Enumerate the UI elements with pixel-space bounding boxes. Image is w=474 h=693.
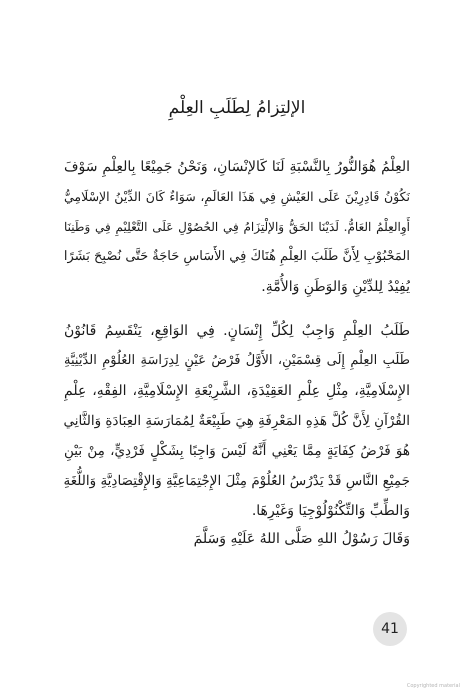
paragraph-line: المَحْبُوْبِ لِأَنَّ طَلَبَ العِلْمِ هُنَاكَ فِي الأَسَاسِ حَاجَةٌ حَتَّى نُصْبِحَ بَشَرًا — [64, 249, 410, 264]
paragraph-line: وَقَالَ رَسُوْلُ اللهِ صَلَّى اللهُ عَلَيْهِ وَسَلَّمَ — [193, 531, 410, 547]
paragraph-line: طَلَبُ العِلْمِ وَاجِبٌ لِكُلِّ إِنْسَانٍ. فِي الوَاقِعِ، يَنْقَسِمُ قَانُوْنُ — [64, 323, 410, 339]
paragraph-line: العِلْمُ هُوَالنُّورُ بِالنَّسْبَةِ لَنَا كَالإنْسَانِ، وَنَحْنُ جَمِيْعًا بِالعِلْمِ سَوْفَ — [64, 159, 410, 175]
paragraph-line: يُفِيْدُ لِلدِّيْنِ وَالوَطَنِ وَالأُمَّةِ. — [261, 279, 410, 295]
chapter-title: الإلتِزامُ لِطَلَبِ العِلْمِ — [168, 98, 306, 118]
paragraph-3 — [64, 524, 410, 554]
paragraph-line: طَلَبِ العِلْمِ إِلَى قِسْمَيْنِ، الأَوَّلُ فَرْضُ عَيْنٍ لِدِرَاسَةِ العُلُوْمِ الدِّيْنِيَّةِ — [64, 353, 410, 368]
paragraph-line: جَمِيْعِ النَّاسِ قَدْ يَدْرُسُ العُلُوْمَ مِثْلَ الإِجْتِمَاعِيَّةِ وَالإِقْتِصَادِيَّةِ وَاللُّغَةِ — [64, 473, 410, 489]
page-number: 41 — [381, 621, 399, 637]
paragraph-line: أَوِالعِلْمُ العَامُّ. لَدَيْنَا الحَقُّ وَالإلْتِزَامُ فِي الحُصُوْلِ عَلَى التَّعْلِيْمِ فِي وَطَنِنَا — [64, 220, 410, 234]
paragraph-line: القُرْآنِ لِأَنَّ كُلَّ هَذِهِ المَعْرِفَةِ هِيَ طَبِيْعَةٌ لِمُمَارَسَةِ العِبَادَةِ وَالثَّانِي — [64, 413, 410, 429]
paragraph-1 — [64, 152, 410, 302]
paragraph-line: هُوَ فَرْضُ كِفَايَةٍ مِمَّا يَعْنِي أَنَّهُ لَيْسَ وَاجِبًا بِشَكْلٍ فَرْدِيٍّ، مِنْ بَيْنِ — [64, 443, 410, 459]
paragraph-line: نَكُوْنُ قَادِرِيْنَ عَلَى العَيْشِ فِي هَذَا العَالَمِ، سَوَاءٌ كَانَ الدِّيْنُ الإسْلَامِيُّ — [64, 189, 410, 204]
paragraph-line: وَالطِّبِّ وَالتِّكْنُوْلُوْجِيَا وَغَيْرِهَا. — [251, 503, 410, 519]
copyright-notice: Copyrighted material — [406, 683, 460, 689]
paragraph-2 — [64, 316, 410, 526]
paragraph-line: الإِسْلَامِيَّةِ، مِثْلِ عِلْمِ العَقِيْدَةِ، الشَّرِيْعَةِ الإِسْلَامِيَّةِ، الفِقْهِ، عِلْمِ — [64, 383, 410, 399]
page-number-badge — [373, 612, 407, 646]
